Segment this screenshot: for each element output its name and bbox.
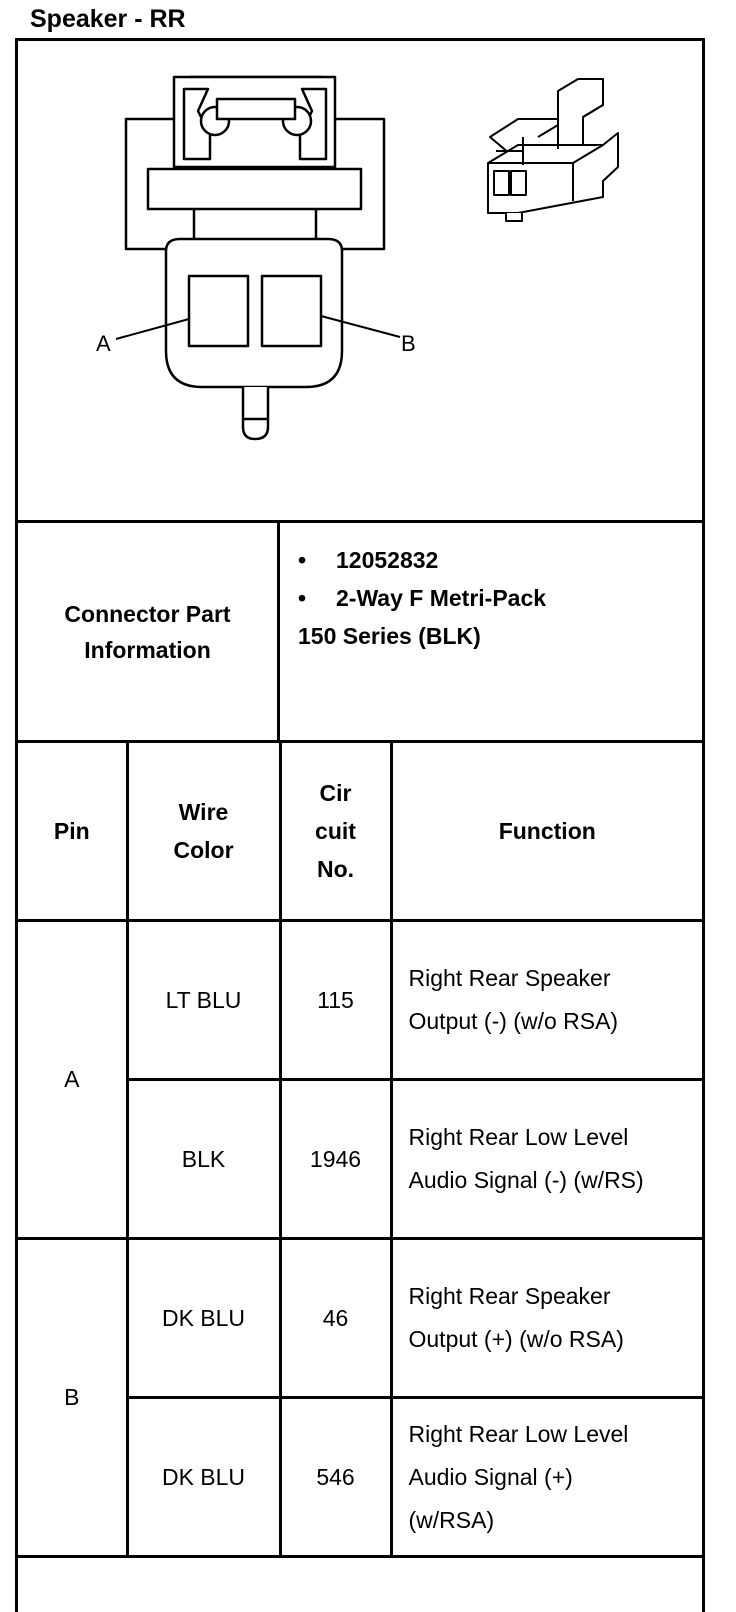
function-cell: Right Rear Low Level Audio Signal (+) (w/RSA) bbox=[391, 1398, 702, 1557]
part-number: 12052832 bbox=[336, 547, 439, 573]
circuit-cell: 46 bbox=[280, 1239, 391, 1398]
connector-type-item bbox=[298, 579, 702, 617]
wire-color-cell: DK BLU bbox=[127, 1239, 280, 1398]
function-cell: Right Rear Low Level Audio Signal (-) (w/RS) bbox=[391, 1080, 702, 1239]
page-title: Speaker - RR bbox=[30, 5, 186, 33]
pin-table-header bbox=[18, 743, 702, 921]
wire-color-cell: LT BLU bbox=[127, 921, 280, 1080]
connector-sheet bbox=[15, 38, 705, 1612]
circuit-cell: 1946 bbox=[280, 1080, 391, 1239]
connector-figure-panel bbox=[18, 41, 702, 523]
connector-series: 150 Series (BLK) bbox=[298, 623, 481, 649]
header-circuit-no: Cir cuit No. bbox=[280, 743, 391, 921]
pin-b-callout: B bbox=[401, 331, 416, 356]
table-row bbox=[18, 1239, 702, 1398]
wire-color-cell: DK BLU bbox=[127, 1398, 280, 1557]
table-row bbox=[18, 921, 702, 1080]
pin-table bbox=[18, 743, 702, 1558]
connector-type: 2-Way F Metri-Pack bbox=[336, 585, 547, 611]
bullet-icon: • bbox=[298, 585, 307, 611]
bullet-icon: • bbox=[298, 547, 307, 573]
wire-color-cell: BLK bbox=[127, 1080, 280, 1239]
pin-a-callout: A bbox=[96, 331, 111, 356]
header-wire-color: Wire Color bbox=[127, 743, 280, 921]
part-number-item bbox=[298, 541, 702, 579]
header-pin: Pin bbox=[18, 743, 127, 921]
connector-crossbar bbox=[148, 169, 361, 209]
pin-cell: B bbox=[18, 1239, 127, 1557]
function-cell: Right Rear Speaker Output (+) (w/o RSA) bbox=[391, 1239, 702, 1398]
header-function: Function bbox=[391, 743, 702, 921]
connector-iso-view bbox=[488, 79, 618, 221]
connector-part-info-label: Connector Part Information bbox=[18, 523, 280, 740]
cavity-a bbox=[189, 276, 248, 346]
connector-key bbox=[243, 387, 268, 439]
circuit-cell: 115 bbox=[280, 921, 391, 1080]
pin-cell: A bbox=[18, 921, 127, 1239]
circuit-cell: 546 bbox=[280, 1398, 391, 1557]
connector-face-diagram bbox=[18, 41, 702, 523]
function-cell: Right Rear Speaker Output (-) (w/o RSA) bbox=[391, 921, 702, 1080]
connector-part-info-value bbox=[280, 523, 702, 740]
cavity-b bbox=[262, 276, 321, 346]
connector-part-info-row bbox=[18, 523, 702, 743]
